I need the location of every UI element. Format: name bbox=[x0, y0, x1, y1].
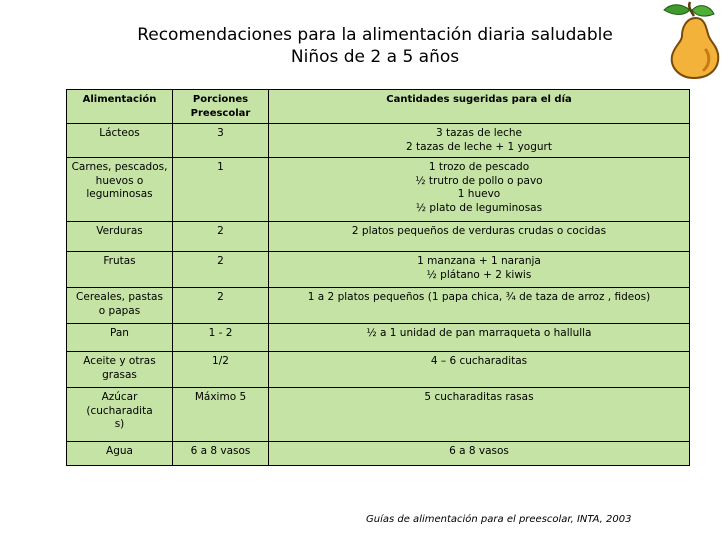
table-cell: Verduras bbox=[67, 222, 173, 252]
table-cell: 6 a 8 vasos bbox=[269, 442, 690, 466]
page-title bbox=[90, 24, 660, 68]
table-cell: Agua bbox=[67, 442, 173, 466]
table-row bbox=[67, 352, 690, 388]
table-cell: Azúcar (cucharadita s) bbox=[67, 388, 173, 442]
column-header: Cantidades sugeridas para el día bbox=[269, 90, 690, 124]
table-cell: 1 a 2 platos pequeños (1 papa chica, ¾ de taza de arroz , fideos) bbox=[269, 288, 690, 324]
table-row bbox=[67, 442, 690, 466]
table-row bbox=[67, 158, 690, 222]
table-cell: 2 bbox=[173, 252, 269, 288]
table-cell: Máximo 5 bbox=[173, 388, 269, 442]
table-cell: 2 bbox=[173, 288, 269, 324]
table-cell: Lácteos bbox=[67, 124, 173, 158]
table-cell: 1 bbox=[173, 158, 269, 222]
table-cell: 1/2 bbox=[173, 352, 269, 388]
table-row bbox=[67, 288, 690, 324]
table-cell: Pan bbox=[67, 324, 173, 352]
column-header: Alimentación bbox=[67, 90, 173, 124]
title-line-1: Recomendaciones para la alimentación diaria saludable bbox=[137, 25, 613, 45]
table-cell: Cereales, pastas o papas bbox=[67, 288, 173, 324]
table-row bbox=[67, 324, 690, 352]
recommendations-table bbox=[66, 89, 690, 466]
table-cell: 2 bbox=[173, 222, 269, 252]
title-line-2: Niños de 2 a 5 años bbox=[290, 47, 460, 67]
table-cell: Carnes, pescados, huevos o leguminosas bbox=[67, 158, 173, 222]
table-row bbox=[67, 252, 690, 288]
table-cell: 3 tazas de leche 2 tazas de leche + 1 yogurt bbox=[269, 124, 690, 158]
table-cell: 6 a 8 vasos bbox=[173, 442, 269, 466]
table-cell: Aceite y otras grasas bbox=[67, 352, 173, 388]
table-cell: Frutas bbox=[67, 252, 173, 288]
table-header-row bbox=[67, 90, 690, 124]
table-cell: 1 manzana + 1 naranja ½ plátano + 2 kiwis bbox=[269, 252, 690, 288]
table-cell: 2 platos pequeños de verduras crudas o cocidas bbox=[269, 222, 690, 252]
column-header: Porciones Preescolar bbox=[173, 90, 269, 124]
citation: Guías de alimentación para el preescolar, INTA, 2003 bbox=[366, 514, 632, 525]
table-row bbox=[67, 124, 690, 158]
table-cell: 5 cucharaditas rasas bbox=[269, 388, 690, 442]
table-cell: 1 trozo de pescado ½ trutro de pollo o pavo 1 huevo ½ plato de leguminosas bbox=[269, 158, 690, 222]
table-row bbox=[67, 388, 690, 442]
table-cell: ½ a 1 unidad de pan marraqueta o hallulla bbox=[269, 324, 690, 352]
table-cell: 4 – 6 cucharaditas bbox=[269, 352, 690, 388]
table-cell: 3 bbox=[173, 124, 269, 158]
table-cell: 1 - 2 bbox=[173, 324, 269, 352]
table-row bbox=[67, 222, 690, 252]
pear-icon bbox=[650, 0, 722, 80]
